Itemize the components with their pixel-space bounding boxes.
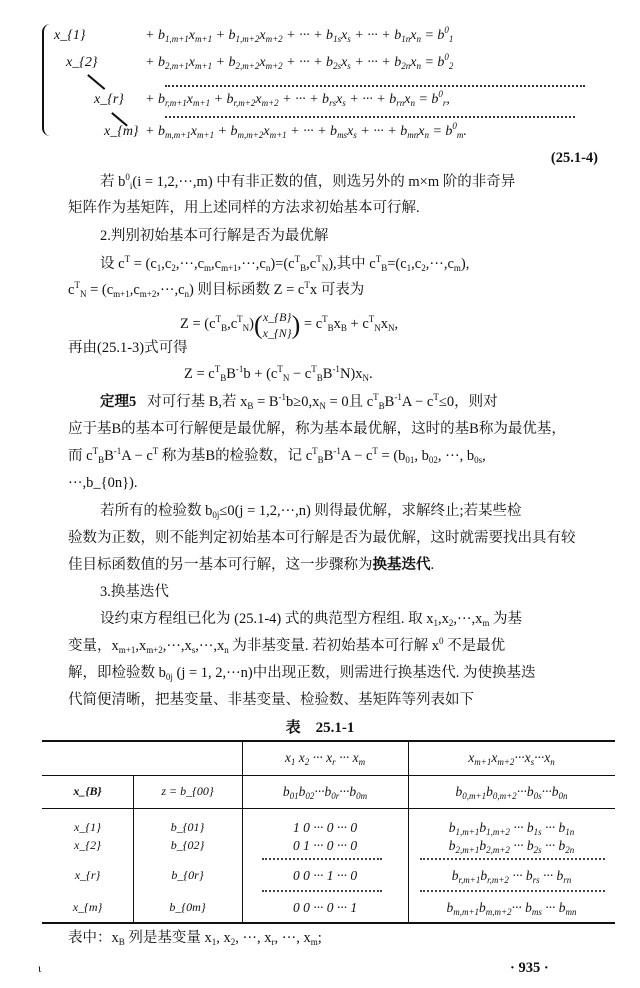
table-cell-b0: b_{0m} [169,900,206,914]
stray-mark: ι [38,961,42,975]
table-cell-basic: 0 0 ··· 0 ··· 1 [292,900,358,915]
table-cell-basic: 0 1 ··· 0 ··· 0 [292,838,358,853]
paragraph-line: 代简便清晰，把基变量、非基变量、检验数、基矩阵等列表如下 [68,692,474,708]
paragraph-line: 矩阵作为基矩阵，用上述同样的方法求初始基本可行解. [68,200,420,216]
section-heading-3: 3.换基迭代 [100,584,169,600]
table-cell-b0: b_{02} [170,838,205,852]
table-note: 表中：$x_B$ 列是基变量 $x_1$, $x_2$, ···, $x_r$, ···, $x_m$; [68,930,322,947]
paragraph-line: 若 $b^0_i(i = 1,2,\cdot\cdot\cdot,m)$ 中有非正数的值，则选另外的 m×m 阶的非奇异 [100,172,516,191]
eq-left: $Z = (c^T_B,c^T_N)$ [180,314,254,334]
text: 佳目标函数值的另一基本可行解，这一步骤称为 [68,557,373,573]
dotted-row [420,890,605,892]
theorem-label: 定理5 [100,394,137,410]
dotted-row [262,858,382,860]
table-cell-basic: 1 0 ··· 0 ··· 0 [292,820,358,835]
table-cell-xb: x_{1} [74,820,101,834]
system-row-2-lhs: x_{2} [66,55,98,70]
paren-open: ( [253,310,263,340]
section-heading-2: 2.判别初始基本可行解是否为最优解 [100,228,329,244]
system-row-4-lhs: x_{m} [104,124,139,139]
diagonal-ellipsis [88,74,106,89]
paragraph-line: 设 $c^T = (c_1,c_2,\cdot\cdot\cdot,c_m,c_{m+1},\cdot\cdot\cdot,c_n)=(c^T_B,c^T_N)$,其中 $c^T_B=(c_1,c_2,\cdot\cdot\cdot,c_m)$, [100,254,470,273]
table-rule [42,808,615,809]
eq-right: = $c^T_Bx_B + c^T_Nx_N$, [303,314,399,334]
paragraph-line: 若所有的检验数 $b_{0j}\le 0(j = 1,2,\cdot\cdot\cdot,n)$ 则得最优解，求解终止;若某些检 [100,503,522,520]
table-cell-xb: x_{2} [74,838,101,852]
theorem-text: 对可行基 B,若 $x_B = B^{-1}b\ge 0,x_N = 0$且 $c^T_BB^{-1}A - c^T\le 0$，则对 [147,392,498,411]
header-basic-vars: $x_1$ $x_2$ ··· $x_r$ ··· $x_m$ [284,750,366,767]
row0-nonbasic: $b_{0,m+1}b_{0,m+2}\cdot\cdot\cdot b_{0s}\cdot\cdot\cdot b_{0n}$ [455,784,568,801]
table-caption: 表 25.1-1 [285,720,355,736]
system-row-1: + $b_{1,m+1}x_{m+1} + b_{1,m+2}x_{m+2}$ + ··· + $b_{1s}x_s$ + ··· + $b_{1n}x_n = b^0_1$ [145,25,454,44]
page-number: · 935 · [510,960,549,976]
vector-bottom: x_{N} [262,326,292,340]
text: . [430,557,435,573]
system-row-3: + $b_{r,m+1}x_{m+1} + b_{r,m+2}x_{m+2}$ + ··· + $b_{rs}x_s$ + ··· + $b_{rn}x_n = b^0_r$, [145,89,450,108]
header-xb: x_{B} [73,784,102,798]
table-cell-b0: b_{01} [170,820,205,834]
table-top-rule [42,740,615,742]
table-cell-basic: 0 0 ··· 1 ··· 0 [292,868,358,883]
paragraph-line: 解，即检验数 $b_{0j}$ (j = 1, 2,···n)中出现正数，则需进行换基迭代. 为使换基迭 [68,665,536,682]
row0-basic: $b_{01}b_{02}\cdot\cdot\cdot b_{0r}\cdot\cdot\cdot b_{0m}$ [282,784,368,801]
paragraph-line: 设约束方程组已化为 (25.1-4) 式的典范型方程组. 取 $x_1,x_2,\cdot\cdot\cdot,x_m$ 为基 [100,611,522,628]
table-cell-nonbasic: $b_{2,m+1}b_{2,m+2}$ ··· $b_{2s}$ ··· $b_{2n}$ [448,838,575,855]
table-cell-nonbasic: $b_{m,m+1}b_{m,m+2}\cdot\cdot\cdot b_{ms}$ ··· $b_{mn}$ [446,900,577,917]
paragraph-line: 验数为正数，则不能判定初始基本可行解是否为最优解，这时就需要找出具有较 [68,530,576,546]
table-cell-nonbasic: $b_{r,m+1}b_{r,m+2}$ ··· $b_{rs}$ ··· $b_{rn}$ [451,868,572,885]
paragraph-line: 再由(25.1-3)式可得 [68,340,188,356]
theorem-line: ···,b_{0n}). [68,475,138,491]
table-cell-b0: b_{0r} [171,868,204,882]
table-cell-xb: x_{r} [74,868,101,882]
system-brace [42,24,54,136]
paragraph-line: 变量，$x_{m+1},x_{m+2},\cdot\cdot\cdot,x_s,\cdot\cdot\cdot,x_n$ 为非基变量. 若初始基本可行解 $x^0$ 不是最优 [68,636,506,655]
theorem-line [100,392,498,412]
system-row-1-lhs: x_{1} [54,28,86,43]
term-bold: 换基迭代 [372,557,431,573]
table-rule [42,775,615,776]
system-row-2: + $b_{2,m+1}x_{m+1} + b_{2,m+2}x_{m+2}$ + ··· + $b_{2s}x_s$ + ··· + $b_{2n}x_n = b^0_2$ [145,52,454,71]
header-z: z = b_{00} [161,784,214,798]
dotted-row [420,858,605,860]
dotted-row [262,890,382,892]
dotted-row [165,85,585,87]
equation-z-2: $Z = c^T_BB^{-1}b + (c^T_N - c^T_BB^{-1}N)x_N$. [184,364,373,383]
table-cell-xb: x_{m} [72,900,103,914]
system-row-3-lhs: x_{r} [94,92,124,107]
theorem-line: 应于基B的基本可行解便是最优解，称为基本最优解，这时的基B称为最优基， [68,421,566,437]
paragraph-line: $c^T_N = (c_{m+1},c_{m+2},\cdot\cdot\cdot,c_n)$ 则目标函数 $Z = c^Tx$ 可表为 [68,280,365,299]
paren-close: ) [291,310,301,340]
equation-label: (25.1-4) [550,150,598,166]
table-bottom-rule [42,922,615,924]
theorem-line: 而 $c^T_BB^{-1}A - c^T$ 称为基B的检验数，记 $c^T_BB^{-1}A - c^T = (b_{01}$, $b_{02}$, ···, $b_{0s}$, [68,446,486,465]
header-nonbasic-vars: $x_{m+1}x_{m+2}\cdot\cdot\cdot x_s\cdot\cdot\cdot x_n$ [468,750,555,767]
equation-z-1 [180,309,398,341]
table-cell-nonbasic: $b_{1,m+1}b_{1,m+2}$ ··· $b_{1s}$ ··· $b_{1n}$ [448,820,575,837]
paragraph-line [68,555,434,575]
dotted-row [165,116,575,118]
vector-top: x_{B} [262,310,292,324]
vector [263,309,292,341]
system-row-4: + $b_{m,m+1}x_{m+1} + b_{m,m+2}x_{m+1}$ + ··· + $b_{ms}x_s$ + ··· + $b_{mn}x_n = b^0_m$. [145,121,467,140]
